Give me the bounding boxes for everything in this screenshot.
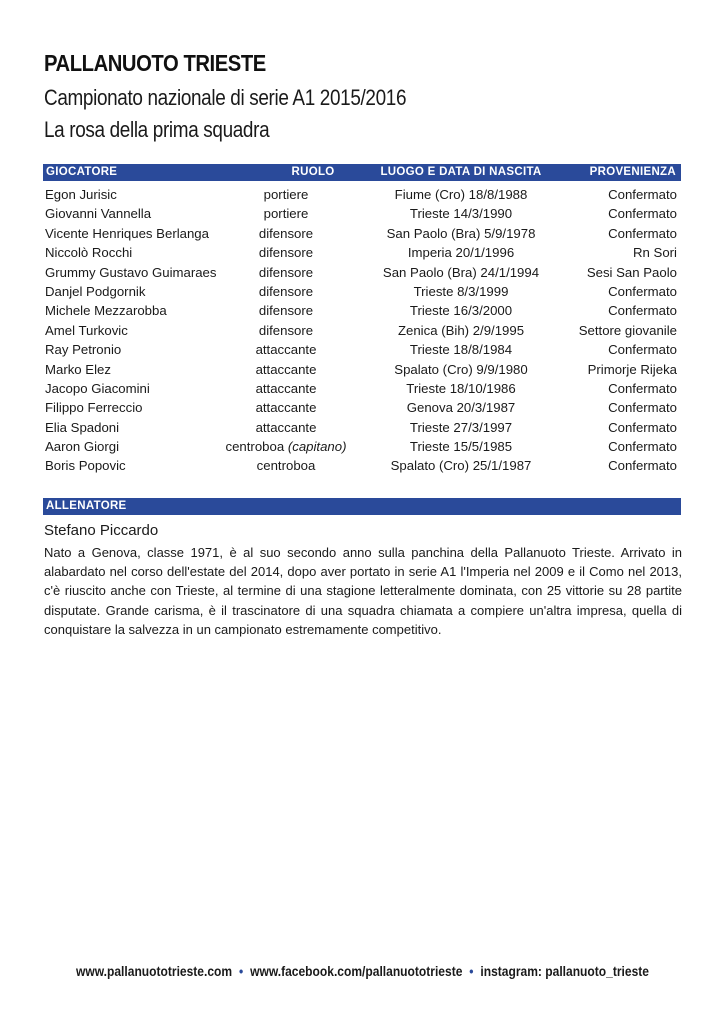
column-header-player: GIOCATORE xyxy=(46,166,118,178)
player-role xyxy=(211,362,361,377)
player-name: Giovanni Vannella xyxy=(45,206,152,222)
player-origin: Confermato xyxy=(608,439,677,455)
table-row xyxy=(43,245,681,264)
coach-section-label: ALLENATORE xyxy=(46,500,127,512)
player-birth: Trieste 14/3/1990 xyxy=(409,206,513,222)
player-name: Egon Jurisic xyxy=(45,187,117,202)
player-role xyxy=(211,245,361,260)
table-row xyxy=(43,187,681,206)
instagram-handle[interactable]: instagram: pallanuoto_trieste xyxy=(480,963,649,979)
player-role xyxy=(211,381,361,396)
player-origin: Confermato xyxy=(608,187,677,202)
player-origin: Confermato xyxy=(608,458,677,474)
coach-name: Stefano Piccardo xyxy=(44,522,159,539)
player-name: Michele Mezzarobba xyxy=(45,303,167,319)
player-role-label: difensore xyxy=(258,322,314,338)
table-row xyxy=(43,381,681,400)
player-role xyxy=(211,265,361,280)
player-role-label: attaccante xyxy=(255,361,317,377)
player-role-label: attaccante xyxy=(255,419,317,435)
table-row xyxy=(43,265,681,284)
player-role-label: attaccante xyxy=(255,342,317,358)
player-birth: Fiume (Cro) 18/8/1988 xyxy=(394,187,528,202)
player-birth: Spalato (Cro) 25/1/1987 xyxy=(390,458,532,474)
player-role xyxy=(211,323,361,338)
player-origin: Confermato xyxy=(608,342,677,358)
player-role-label: attaccante xyxy=(255,380,317,396)
table-row xyxy=(43,420,681,439)
page-subtitle-championship: Campionato nazionale di serie A1 2015/2016 xyxy=(44,85,407,110)
player-birth: Spalato (Cro) 9/9/1980 xyxy=(394,361,528,377)
player-birth: Trieste 18/10/1986 xyxy=(406,380,516,396)
coach-section-header xyxy=(43,498,681,515)
player-origin: Sesi San Paolo xyxy=(586,264,677,280)
player-birth: Trieste 15/5/1985 xyxy=(409,439,513,455)
player-name: Filippo Ferreccio xyxy=(45,400,143,416)
player-role xyxy=(211,284,361,299)
page-title: PALLANUOTO TRIESTE xyxy=(44,50,266,76)
website-link[interactable]: www.pallanuototrieste.com xyxy=(76,963,233,979)
player-origin: Confermato xyxy=(608,225,677,241)
player-role xyxy=(211,342,361,357)
player-name: Ray Petronio xyxy=(45,342,122,358)
player-role-label: difensore xyxy=(258,225,314,241)
player-birth: Zenica (Bih) 2/9/1995 xyxy=(397,322,525,338)
player-role-label: portiere xyxy=(263,206,309,222)
roster-table xyxy=(43,187,681,478)
player-name: Boris Popovic xyxy=(45,458,126,474)
player-name: Amel Turkovic xyxy=(45,322,128,338)
player-name: Elia Spadoni xyxy=(45,419,120,435)
player-role xyxy=(211,187,361,202)
column-header-origin: PROVENIENZA xyxy=(589,166,676,178)
player-role xyxy=(211,439,361,454)
player-origin: Settore giovanile xyxy=(578,322,677,338)
separator-dot: • xyxy=(238,963,244,979)
table-row xyxy=(43,206,681,225)
player-birth: Trieste 18/8/1984 xyxy=(409,342,513,358)
player-birth: Trieste 8/3/1999 xyxy=(413,283,509,299)
player-birth: San Paolo (Bra) 24/1/1994 xyxy=(382,264,540,280)
column-header-birth: LUOGO E DATA DI NASCITA xyxy=(380,166,542,178)
player-origin: Confermato xyxy=(608,400,677,416)
table-row xyxy=(43,362,681,381)
player-role-label: centroboa xyxy=(256,458,316,474)
player-origin: Confermato xyxy=(608,206,677,222)
player-name: Danjel Podgornik xyxy=(45,283,146,299)
player-role-label: difensore xyxy=(258,303,314,319)
player-role xyxy=(211,458,361,473)
player-role xyxy=(211,420,361,435)
footer-links xyxy=(51,963,675,979)
player-role-label: attaccante xyxy=(255,400,317,416)
player-birth: San Paolo (Bra) 5/9/1978 xyxy=(386,225,536,241)
player-origin: Rn Sori xyxy=(633,245,677,261)
page-subtitle-roster: La rosa della prima squadra xyxy=(44,117,270,142)
player-name: Aaron Giorgi xyxy=(45,439,120,455)
separator-dot: • xyxy=(469,963,474,979)
player-role-label: difensore xyxy=(258,264,314,280)
player-name: Vicente Henriques Berlanga xyxy=(45,225,209,241)
table-row xyxy=(43,303,681,322)
table-row xyxy=(43,458,681,477)
player-role-label: difensore xyxy=(258,245,314,261)
table-row xyxy=(43,400,681,419)
player-name: Jacopo Giacomini xyxy=(45,380,150,396)
player-role-label: centroboa xyxy=(225,439,285,455)
roster-table-header xyxy=(43,164,681,181)
player-role xyxy=(211,206,361,221)
table-row xyxy=(43,323,681,342)
player-origin: Primorje Rijeka xyxy=(587,361,677,377)
player-role-note: (capitano) xyxy=(287,439,347,455)
player-birth: Genova 20/3/1987 xyxy=(406,400,516,416)
player-birth: Trieste 27/3/1997 xyxy=(409,419,513,435)
table-row xyxy=(43,226,681,245)
player-role-label: portiere xyxy=(263,187,309,202)
player-name: Marko Elez xyxy=(45,361,111,377)
coach-bio: Nato a Genova, classe 1971, è al suo secondo anno sulla panchina della Pallanuoto Trieste. Arrivato in alabardato nel corso dell'estate del 2014, dopo aver portato in serie A1 l'Imperia nel 2009 e il Como nel 2013, c'è riuscito anche con Trieste, al termine di una stagione letteralmente dominata, con 25 vittorie su 28 partite disputate. Grande carisma, è il trascinatore di una squadra chiamata a compiere un'altra impresa, quella di conquistare la salvezza in un campionato estremamente competitivo. xyxy=(44,545,682,637)
table-row xyxy=(43,342,681,361)
player-origin: Confermato xyxy=(608,380,677,396)
table-row xyxy=(43,439,681,458)
player-role xyxy=(211,400,361,415)
player-role-label: difensore xyxy=(258,283,314,299)
player-origin: Confermato xyxy=(608,283,677,299)
table-row xyxy=(43,284,681,303)
player-origin: Confermato xyxy=(608,303,677,319)
player-birth: Trieste 16/3/2000 xyxy=(409,303,513,319)
player-origin: Confermato xyxy=(608,419,677,435)
player-role xyxy=(211,303,361,318)
column-header-role: RUOLO xyxy=(291,166,335,178)
facebook-link[interactable]: www.facebook.com/pallanuototrieste xyxy=(250,963,463,979)
player-name: Grummy Gustavo Guimaraes xyxy=(45,264,217,280)
player-role xyxy=(211,226,361,241)
player-name: Niccolò Rocchi xyxy=(45,245,133,261)
player-birth: Imperia 20/1/1996 xyxy=(407,245,515,261)
